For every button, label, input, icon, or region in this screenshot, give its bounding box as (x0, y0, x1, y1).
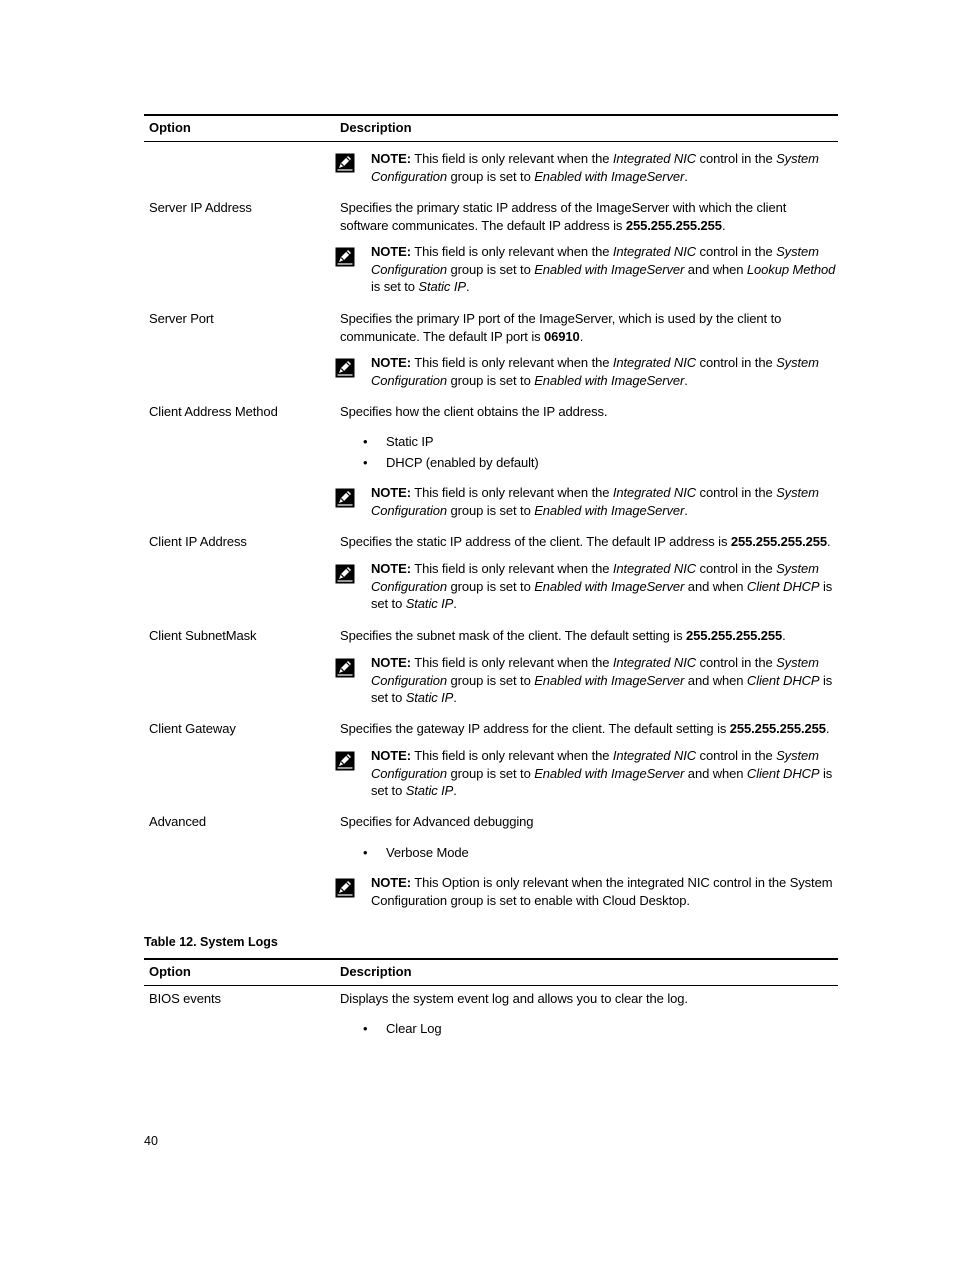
option-label: Client Gateway (149, 721, 236, 736)
list-item: DHCP (enabled by default) (386, 455, 539, 470)
note-text: NOTE: This field is only relevant when the Integrated NIC control in the System Configuration group is set to Enabled with ImageServer and when Client DHCP is set to Static IP. (371, 561, 833, 611)
table-top-rule (144, 958, 838, 960)
table-top-rule (144, 114, 838, 116)
bullet-icon: • (363, 455, 368, 470)
list-item: Clear Log (386, 1021, 442, 1036)
note-text: NOTE: This field is only relevant when the Integrated NIC control in the System Configuration group is set to Enabled with ImageServer and when Lookup Method is set to Static IP. (371, 244, 836, 294)
option-label: Server Port (149, 311, 214, 326)
note-text: NOTE: This field is only relevant when the Integrated NIC control in the System Configuration group is set to Enabled with ImageServer. (371, 485, 819, 518)
option-label: Client Address Method (149, 404, 278, 419)
description-text: Specifies the primary static IP address of the ImageServer with which the client software communicates. The default IP address is 255.255.255.255. (340, 200, 787, 233)
description-text: Specifies the gateway IP address for the client. The default setting is 255.255.255.255. (340, 721, 830, 736)
description-text: Specifies the static IP address of the client. The default IP address is 255.255.255.255. (340, 534, 831, 549)
note-pencil-icon (335, 247, 355, 267)
note-text: NOTE: This field is only relevant when the Integrated NIC control in the System Configuration group is set to Enabled with ImageServer and when Client DHCP is set to Static IP. (371, 748, 833, 798)
note-pencil-icon (335, 488, 355, 508)
header-bottom-rule (144, 141, 838, 142)
description-text: Specifies the primary IP port of the ImageServer, which is used by the client to communicate. The default IP port is 06910. (340, 311, 782, 344)
description-text: Specifies the subnet mask of the client. The default setting is 255.255.255.255. (340, 628, 786, 643)
description-text: Specifies how the client obtains the IP address. (340, 404, 608, 419)
note-pencil-icon (335, 358, 355, 378)
note-text: NOTE: This field is only relevant when the Integrated NIC control in the System Configuration group is set to Enabled with ImageServer. (371, 151, 819, 184)
note-pencil-icon (335, 153, 355, 173)
note-pencil-icon (335, 751, 355, 771)
bullet-icon: • (363, 1021, 368, 1036)
header-bottom-rule (144, 985, 838, 986)
list-item: Verbose Mode (386, 845, 469, 860)
description-text: Displays the system event log and allows you to clear the log. (340, 991, 688, 1006)
note-pencil-icon (335, 564, 355, 584)
bullet-icon: • (363, 434, 368, 449)
note-text: NOTE: This Option is only relevant when the integrated NIC control in the System Configuration group is set to enable with Cloud Desktop. (371, 875, 833, 908)
note-pencil-icon (335, 658, 355, 678)
list-item: Static IP (386, 434, 434, 449)
column-header-option: Option (149, 964, 191, 979)
option-label: Client IP Address (149, 534, 247, 549)
bullet-icon: • (363, 845, 368, 860)
option-label: Advanced (149, 814, 207, 829)
note-text: NOTE: This field is only relevant when the Integrated NIC control in the System Configuration group is set to Enabled with ImageServer. (371, 355, 819, 388)
note-text: NOTE: This field is only relevant when the Integrated NIC control in the System Configuration group is set to Enabled with ImageServer and when Client DHCP is set to Static IP. (371, 655, 833, 705)
note-pencil-icon (335, 878, 355, 898)
option-label: Client SubnetMask (149, 628, 257, 643)
page-number: 40 (144, 1134, 158, 1148)
description-text: Specifies for Advanced debugging (340, 814, 534, 829)
option-label: Server IP Address (149, 200, 252, 215)
column-header-description: Description (340, 964, 412, 979)
column-header-option: Option (149, 120, 191, 135)
option-label: BIOS events (149, 991, 221, 1006)
table-caption: Table 12. System Logs (144, 935, 278, 949)
column-header-description: Description (340, 120, 412, 135)
